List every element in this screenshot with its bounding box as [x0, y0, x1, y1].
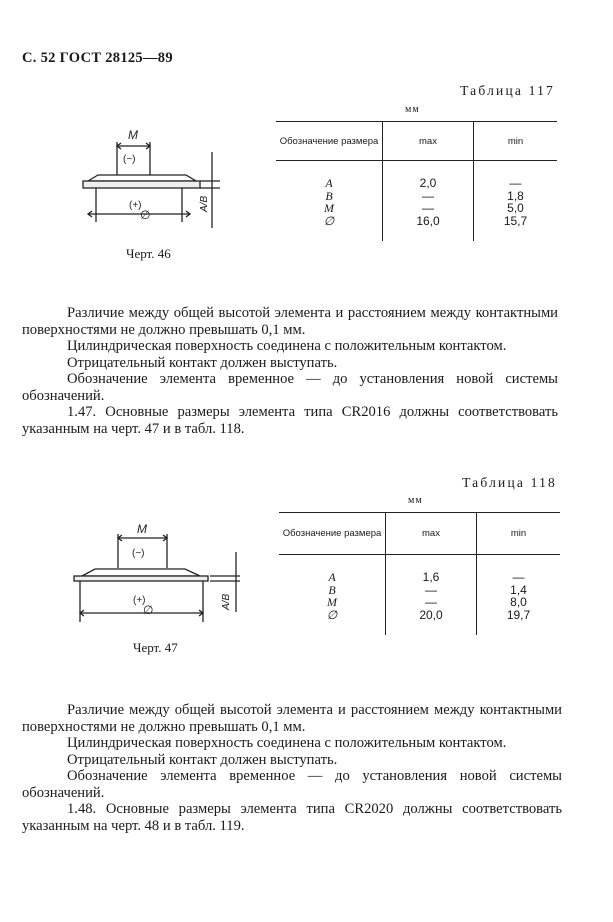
- row-max: 2,0: [383, 161, 474, 190]
- row-max: 1,6: [386, 555, 477, 584]
- paragraph: Различие между общей высотой элемента и расстоянием между контактными поверхностями не должно превышать 0,1 мм.: [22, 305, 558, 338]
- row-symbol: M: [324, 201, 334, 215]
- text-block-2: [22, 702, 562, 834]
- fig47-label-positive: (+): [133, 595, 146, 606]
- row-max: —: [383, 190, 474, 203]
- paragraph: Обозначение элемента временное — до установления новой системы обозначений.: [22, 371, 558, 404]
- row-max: —: [383, 202, 474, 215]
- paragraph: Обозначение элемента временное — до установления новой системы обозначений.: [22, 768, 562, 801]
- paragraph: 1.47. Основные размеры элемента типа CR2016 должны соответствовать указанным на черт. 47 и в табл. 118.: [22, 404, 558, 437]
- row-symbol: B: [325, 188, 333, 203]
- row-min: 1,8: [474, 190, 558, 203]
- row-max: 20,0: [386, 609, 477, 635]
- row-min: 15,7: [474, 215, 558, 241]
- paragraph: Цилиндрическая поверхность соединена с положительным контактом.: [67, 735, 507, 751]
- table-title-118: Таблица 118: [462, 475, 557, 490]
- fig46-label-diameter: ∅: [140, 208, 151, 222]
- row-min: 1,4: [477, 584, 561, 597]
- page-header: С. 52 ГОСТ 28125—89: [22, 50, 173, 66]
- fig46-label-side: A/B: [199, 195, 210, 212]
- header-designation: Обозначение размера: [282, 528, 382, 539]
- fig46-label-positive: (+): [129, 200, 142, 211]
- fig47-label-negative: (−): [132, 548, 145, 559]
- paragraph: Отрицательный контакт должен выступать.: [67, 354, 338, 371]
- units-label: мм: [408, 495, 423, 506]
- row-min: 5,0: [474, 202, 558, 215]
- row-min: 8,0: [477, 596, 561, 609]
- header-max: max: [422, 528, 440, 539]
- row-symbol: M: [327, 595, 337, 609]
- row-max: 16,0: [383, 215, 474, 241]
- figure-caption-47: Черт. 47: [133, 640, 178, 655]
- paragraph: Отрицательный контакт должен выступать.: [67, 751, 338, 768]
- row-symbol: B: [328, 582, 336, 597]
- fig47-label-diameter: ∅: [143, 603, 154, 617]
- row-symbol: A: [328, 570, 336, 584]
- table-title-117: Таблица 117: [460, 83, 555, 98]
- row-symbol: ∅: [326, 607, 338, 622]
- header-designation: Обозначение размера: [279, 135, 379, 147]
- row-symbol: ∅: [323, 213, 335, 228]
- figure-caption-46: Черт. 46: [126, 246, 171, 261]
- row-min: —: [474, 161, 558, 190]
- header-min: min: [510, 528, 527, 539]
- row-symbol: A: [325, 176, 333, 190]
- paragraph: Цилиндрическая поверхность соединена с положительным контактом.: [67, 338, 507, 354]
- header-max: max: [419, 135, 437, 147]
- row-max: —: [386, 596, 477, 609]
- fig47-label-side: A/B: [221, 593, 232, 610]
- row-min: 19,7: [477, 609, 561, 635]
- units-label: мм: [405, 104, 420, 115]
- paragraph: 1.48. Основные размеры элемента типа CR2020 должны соответствовать указанным на черт. 48 и в табл. 119.: [22, 801, 562, 834]
- fig46-label-m: M: [128, 128, 138, 142]
- fig47-label-m: M: [137, 522, 147, 536]
- paragraph: Различие между общей высотой элемента и расстоянием между контактными поверхностями не должно превышать 0,1 мм.: [22, 702, 562, 735]
- row-max: —: [386, 584, 477, 597]
- header-min: min: [507, 135, 524, 147]
- row-min: —: [477, 555, 561, 584]
- fig46-label-negative: (−): [123, 154, 136, 165]
